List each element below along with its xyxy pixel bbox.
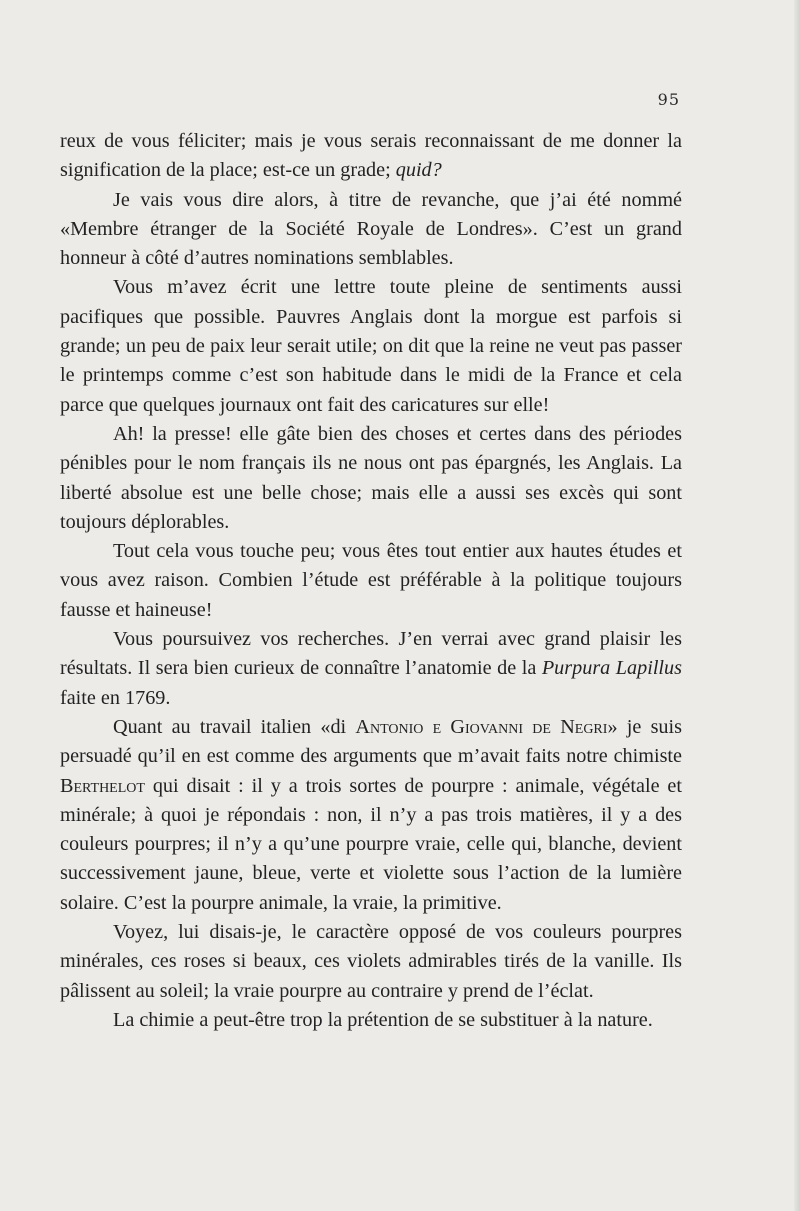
- text-run: Ah! la presse! elle gâte bien des choses et certes dans des périodes pénibles pour le nom français ils ne nous ont pas épargnés, les Anglais. La liberté absolue est une belle chose; mais elle a aussi ses excès qui sont toujours déplorables.: [60, 422, 682, 533]
- text-run-italic: Purpura Lapillus: [541, 657, 682, 680]
- paragraph: [60, 713, 682, 918]
- text-run-italic: quid?: [395, 159, 442, 182]
- paragraph: [60, 127, 682, 186]
- text-run: La chimie a peut-être trop la prétention de se substituer à la nature.: [113, 1008, 653, 1031]
- body-text: [60, 127, 682, 1035]
- paragraph: [60, 537, 682, 625]
- text-run-smallcaps: Antonio e Giovanni de Negri: [355, 715, 608, 738]
- text-run: Voyez, lui disais-je, le caractère opposé de vos couleurs pourpres minérales, ces roses si beaux, ces violets admirables tirés de la vanille. Ils pâlissent au soleil; la vraie pourpre au contraire y prend de l’éclat.: [60, 921, 682, 1002]
- text-run: Quant au travail italien «di: [113, 715, 356, 738]
- text-run: Vous m’avez écrit une lettre toute pleine de sentiments aussi pacifiques que possible. Pauvres Anglais dont la morgue est parfois si grande; un peu de paix leur serait utile; on dit que la reine ne veut pas passer le printemps comme c’est son habitude dans le midi de la France et cela parce que quelques journaux ont fait des caricatures sur elle!: [60, 276, 682, 416]
- paragraph: [60, 420, 682, 537]
- text-run: reux de vous féliciter; mais je vous serais reconnaissant de me donner la signification de la place; est-ce un grade;: [60, 130, 682, 182]
- text-run: Vous poursuivez vos recherches. J’en verrai avec grand plaisir les résultats. Il sera bien curieux de connaître l’anatomie de la: [60, 628, 682, 680]
- text-run: faite en 1769.: [60, 686, 171, 709]
- page-edge-shadow: [794, 0, 800, 1211]
- paragraph: [60, 918, 682, 1006]
- text-run: qui disait : il y a trois sortes de pourpre : animale, végétale et minérale; à quoi je répondais : non, il n’y a pas trois matières, il y a des couleurs pourpres; il n’y a qu’une pourpre vraie, celle qui, blanche, devient successivement jaune, bleue, verte et violette sous l’action de la lumière solaire. C’est la pourpre animale, la vraie, la primitive.: [60, 774, 682, 914]
- text-run-smallcaps: Berthelot: [60, 774, 145, 797]
- page-number: 95: [657, 90, 680, 109]
- paragraph: [60, 273, 682, 419]
- text-run: Tout cela vous touche peu; vous êtes tout entier aux hautes études et vous avez raison. Combien l’étude est préférable à la politique toujours fausse et haineuse!: [60, 540, 682, 621]
- paragraph: [60, 625, 682, 713]
- text-run: » je suis persuadé qu’il en est comme des arguments que m’avait faits notre chimiste: [60, 715, 682, 768]
- paragraph: [60, 186, 682, 274]
- text-run: Je vais vous dire alors, à titre de revanche, que j’ai été nommé «Membre étranger de la Société Royale de Londres». C’est un grand honneur à côté d’autres nominations semblables.: [60, 188, 682, 270]
- paragraph: [60, 1006, 682, 1035]
